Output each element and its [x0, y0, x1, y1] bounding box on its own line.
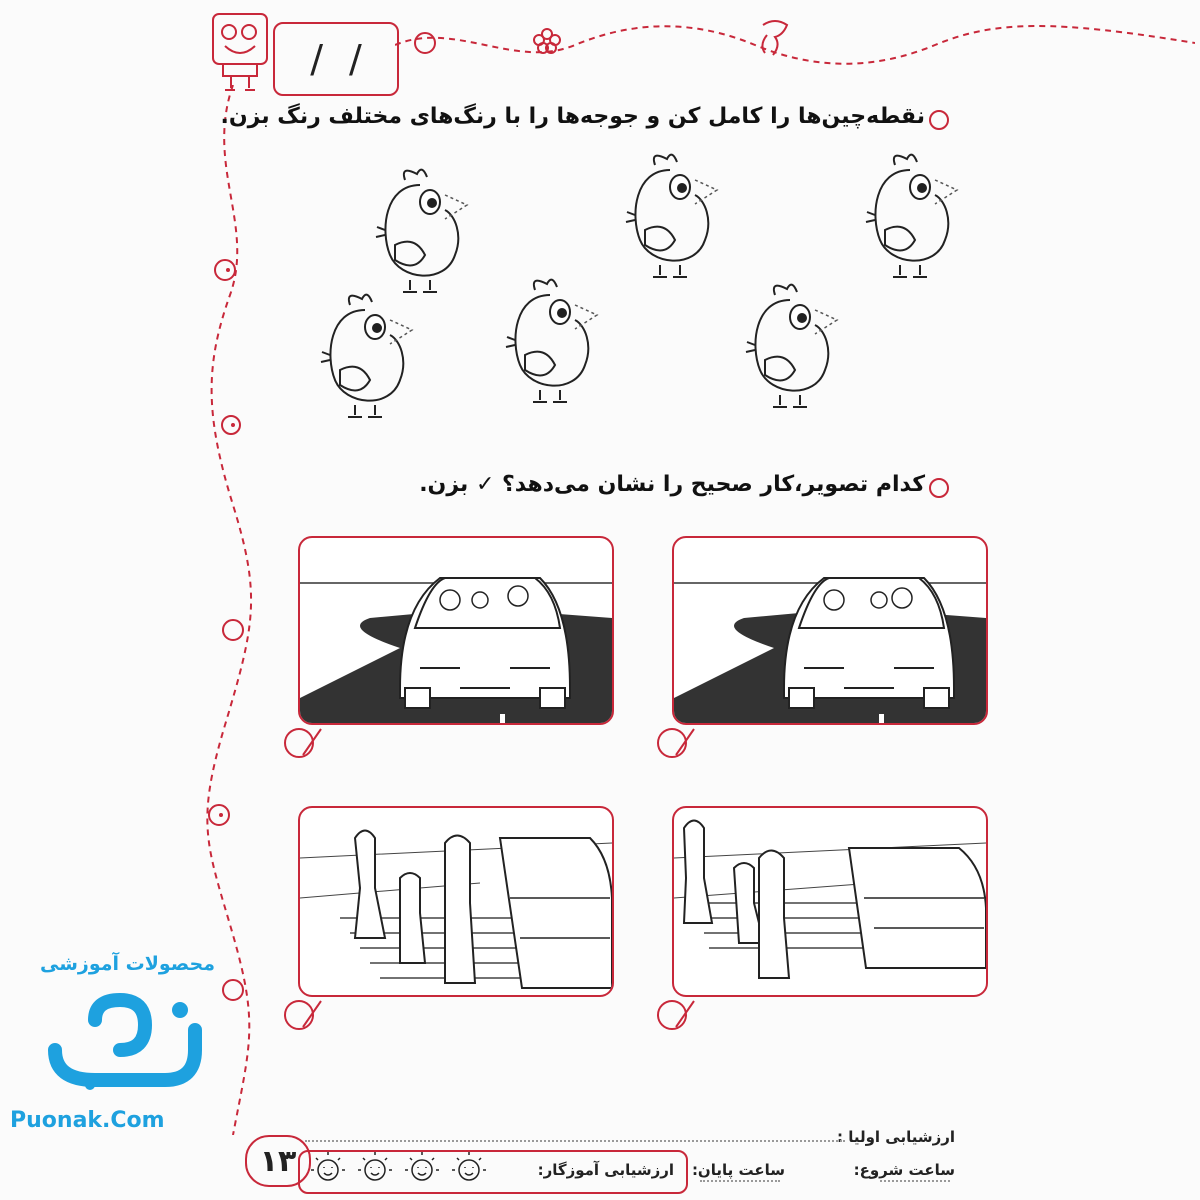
- picture-car-right: [672, 536, 988, 725]
- picture-crosswalk-right: [672, 806, 988, 997]
- brand-site: Puonak.Com: [10, 1108, 165, 1133]
- answer-checkbox[interactable]: [656, 725, 696, 759]
- answer-checkbox[interactable]: [283, 725, 323, 759]
- question-1-text: نقطه‌چین‌ها را کامل کن و جوجه‌ها را با رنگ‌های مختلف رنگ بزن.: [220, 104, 925, 129]
- date-slash: /: [310, 37, 323, 81]
- picture-crosswalk-left: [298, 806, 614, 997]
- crossing-running-image: [674, 808, 986, 995]
- date-slash: /: [349, 37, 362, 81]
- date-box: [273, 22, 399, 96]
- brand-tagline: محصولات آموزشی: [40, 953, 215, 975]
- question-1-bullet: [929, 110, 949, 130]
- sponge-character-icon: [205, 10, 275, 95]
- parent-eval-line[interactable]: [305, 1140, 845, 1142]
- answer-checkbox[interactable]: [283, 997, 323, 1031]
- top-decoration: [395, 15, 1195, 75]
- brand-logo-icon: [35, 990, 205, 1090]
- answer-checkbox[interactable]: [656, 997, 696, 1031]
- crossing-holding-hands-image: [300, 808, 612, 995]
- car-family-no-seatbelt-image: [300, 538, 612, 723]
- parent-eval-label: ارزشیابی اولیا :: [836, 1128, 955, 1146]
- start-time-line[interactable]: [880, 1180, 950, 1182]
- question-2-bullet: [929, 478, 949, 498]
- margin-decoration: [195, 85, 265, 1135]
- smiley-rating-icons[interactable]: [308, 1152, 508, 1188]
- start-time-label: ساعت شروع:: [853, 1161, 955, 1179]
- page-number: ۱۳: [245, 1135, 311, 1187]
- car-family-seatbelt-image: [674, 538, 986, 723]
- end-time-label: ساعت پایان:: [691, 1161, 785, 1179]
- chicks-illustration: [300, 150, 960, 430]
- picture-car-left: [298, 536, 614, 725]
- end-time-line[interactable]: [700, 1180, 780, 1182]
- question-2-text: کدام تصویر،کار صحیح را نشان می‌دهد؟ ✓ بزن.: [419, 472, 925, 497]
- teacher-eval-label: ارزشیابی آموزگار:: [537, 1161, 674, 1179]
